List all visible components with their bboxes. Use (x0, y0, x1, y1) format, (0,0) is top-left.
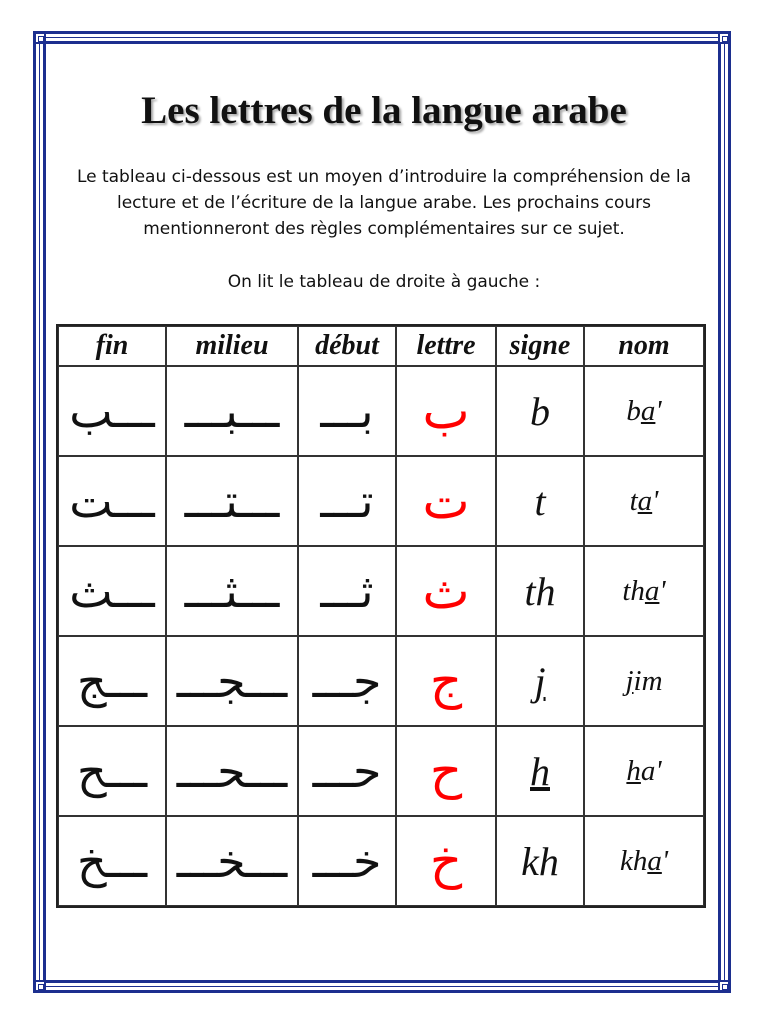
final-form: ـــت (69, 474, 155, 528)
medial-form: ـــجـــ (176, 654, 288, 708)
cell-milieu (166, 366, 298, 456)
header-lettre: lettre (396, 326, 496, 366)
final-form: ـــث (69, 564, 155, 618)
letter-name-long-vowel: j (625, 664, 634, 697)
table-row (58, 366, 704, 456)
cell-milieu (166, 726, 298, 816)
isolated-letter: ج (429, 652, 463, 710)
letter-name-long-vowel: a (647, 844, 662, 877)
initial-form: جـــ (312, 654, 382, 708)
table-row (58, 816, 704, 906)
cell-debut (298, 366, 396, 456)
table-row (58, 546, 704, 636)
letter-name-prefix: kh (619, 844, 648, 877)
cell-signe (496, 726, 584, 816)
cell-lettre (396, 816, 496, 906)
letter-name (625, 665, 662, 697)
header-signe: signe (496, 326, 584, 366)
cell-nom (584, 816, 704, 906)
medial-form: ـــبـــ (184, 384, 280, 438)
header-fin: fin (58, 326, 166, 366)
cell-lettre (396, 456, 496, 546)
cell-signe (496, 636, 584, 726)
cell-debut (298, 726, 396, 816)
letter-name-prefix: t (629, 484, 638, 517)
letter-name-prefix: b (626, 394, 641, 427)
table-row (58, 456, 704, 546)
letter-name (622, 575, 665, 607)
cell-fin (58, 816, 166, 906)
medial-form: ـــخـــ (176, 834, 288, 888)
letter-name-suffix: ' (652, 484, 659, 517)
letter-name (626, 755, 661, 787)
cell-nom (584, 456, 704, 546)
corner-ornament (718, 32, 730, 44)
arabic-letters-table (56, 324, 706, 908)
corner-ornament (718, 980, 730, 992)
page-title: Les lettres de la langue arabe (141, 89, 627, 132)
cell-debut (298, 636, 396, 726)
final-form: ـــب (69, 384, 155, 438)
cell-nom (584, 546, 704, 636)
cell-milieu (166, 636, 298, 726)
final-form: ـــخ (76, 834, 148, 888)
intro-paragraph: Le tableau ci-dessous est un moyen d’introduire la compréhension de la lecture et de l’écriture de la langue arabe. Les prochains cours mentionneront des règles complémentaires sur ce sujet. (76, 167, 692, 239)
transliteration-sign: j (534, 658, 546, 704)
transliteration-sign: kh (521, 838, 559, 884)
cell-debut (298, 456, 396, 546)
table-row (58, 636, 704, 726)
final-form: ـــح (76, 744, 148, 798)
cell-milieu (166, 816, 298, 906)
medial-form: ـــثـــ (184, 564, 280, 618)
medial-form: ـــتـــ (184, 474, 280, 528)
transliteration-sign: t (534, 478, 546, 524)
header-debut: début (298, 326, 396, 366)
corner-ornament (34, 980, 46, 992)
header-nom: nom (584, 326, 704, 366)
final-form: ـــج (76, 654, 148, 708)
cell-debut (298, 546, 396, 636)
reading-direction-note: On lit le tableau de droite à gauche : (227, 272, 541, 292)
letter-name-suffix: ' (655, 394, 662, 427)
cell-nom (584, 726, 704, 816)
letter-name-suffix: ' (661, 844, 669, 877)
cell-milieu (166, 456, 298, 546)
corner-ornament (34, 32, 46, 44)
cell-nom (584, 366, 704, 456)
header-milieu: milieu (166, 326, 298, 366)
cell-lettre (396, 366, 496, 456)
initial-form: بـــ (320, 384, 374, 438)
cell-milieu (166, 546, 298, 636)
transliteration-sign: h (530, 748, 550, 794)
letter-name (626, 395, 661, 427)
transliteration-sign: b (530, 388, 550, 434)
isolated-letter: ح (429, 742, 463, 800)
letter-name (630, 485, 659, 517)
cell-fin (58, 366, 166, 456)
letter-name-suffix: a' (640, 754, 662, 787)
isolated-letter: خ (429, 832, 463, 890)
initial-form: خـــ (312, 834, 382, 888)
table-header-row (58, 326, 704, 366)
cell-signe (496, 366, 584, 456)
cell-signe (496, 546, 584, 636)
cell-lettre (396, 726, 496, 816)
initial-form: حـــ (312, 744, 382, 798)
cell-lettre (396, 636, 496, 726)
medial-form: ـــحـــ (176, 744, 288, 798)
cell-fin (58, 546, 166, 636)
letter-name-prefix: th (622, 574, 645, 607)
initial-form: ثـــ (320, 564, 374, 618)
letter-name-suffix: im (633, 664, 663, 697)
letter-name-long-vowel: a (637, 484, 653, 517)
initial-form: تـــ (320, 474, 374, 528)
cell-signe (496, 456, 584, 546)
isolated-letter: ب (422, 382, 470, 440)
isolated-letter: ت (422, 472, 470, 530)
table-row (58, 726, 704, 816)
letter-name-long-vowel: a (644, 574, 660, 607)
letter-name-suffix: ' (659, 574, 666, 607)
cell-debut (298, 816, 396, 906)
cell-nom (584, 636, 704, 726)
transliteration-sign: th (524, 568, 556, 614)
isolated-letter: ث (422, 562, 470, 620)
cell-lettre (396, 546, 496, 636)
cell-fin (58, 636, 166, 726)
cell-fin (58, 726, 166, 816)
cell-signe (496, 816, 584, 906)
letter-name-long-vowel: a (640, 394, 656, 427)
letter-name (620, 845, 668, 877)
letter-name-long-vowel: h (626, 754, 641, 787)
cell-fin (58, 456, 166, 546)
